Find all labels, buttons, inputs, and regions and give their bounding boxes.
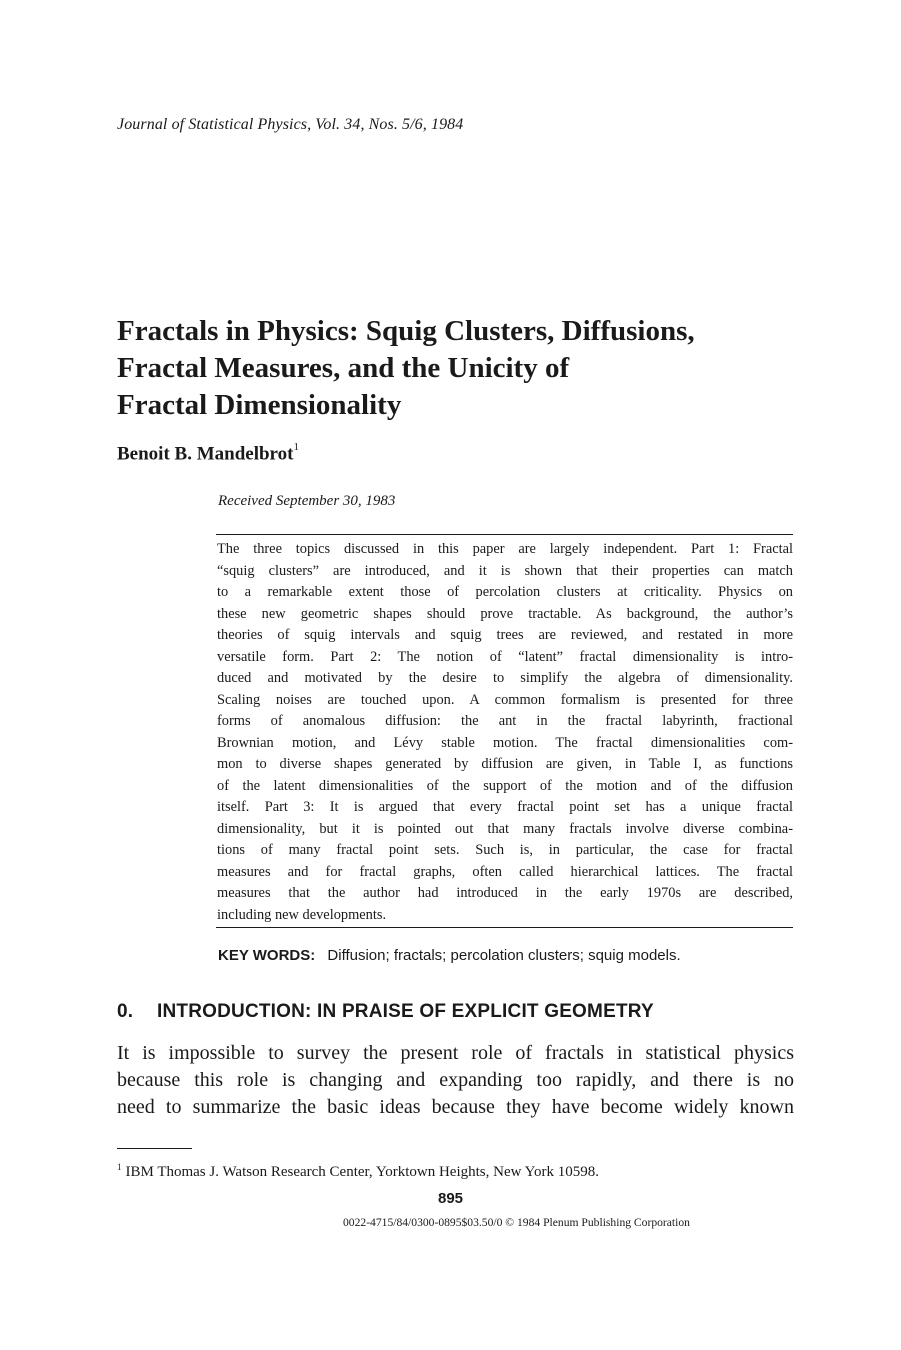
journal-citation: Journal of Statistical Physics, Vol. 34, Nos. 5/6, 1984 <box>117 116 464 133</box>
abstract-line: to a remarkable extent those of percolation clusters at criticality. Physics on <box>217 584 793 600</box>
abstract-line: of the latent dimensionalities of the support of the motion and of the diffusion <box>217 777 793 794</box>
section-heading <box>117 1001 654 1023</box>
abstract-top-rule <box>216 534 793 535</box>
keywords-text: Diffusion; fractals; percolation clusters; squig models. <box>327 947 681 964</box>
copyright-line: 0022-4715/84/0300-0895$03.50/0 © 1984 Plenum Publishing Corporation <box>343 1216 690 1229</box>
abstract-line: measures and for fractal graphs, often called hierarchical lattices. The fractal <box>217 863 793 880</box>
title-line: Fractal Measures, and the Unicity of <box>117 352 570 384</box>
footnote-mark: 1 <box>117 1162 122 1172</box>
abstract-line: tions of many fractal point sets. Such is, in particular, the case for fractal <box>217 842 793 858</box>
abstract-line: “squig clusters” are introduced, and it is shown that their properties can match <box>217 562 793 579</box>
abstract-line: forms of anomalous diffusion: the ant in the fractal labyrinth, fractional <box>217 713 793 729</box>
section-number: 0. <box>117 1001 134 1022</box>
body-line: It is impossible to survey the present role of fractals in statistical physics <box>117 1042 794 1064</box>
abstract-line: dimensionality, but it is pointed out that many fractals involve diverse combina- <box>217 820 793 837</box>
introduction-body <box>117 1040 794 1121</box>
footnote <box>117 1162 599 1181</box>
section-title: INTRODUCTION: IN PRAISE OF EXPLICIT GEOMETRY <box>157 1001 654 1022</box>
author-name: Benoit B. Mandelbrot <box>117 443 294 465</box>
abstract <box>217 539 793 926</box>
received-date: Received September 30, 1983 <box>218 493 396 509</box>
abstract-line: duced and motivated by the desire to simplify the algebra of dimensionality. <box>217 670 793 686</box>
title-line: Fractal Dimensionality <box>117 389 402 421</box>
keywords <box>218 947 681 964</box>
author-footnote-mark: 1 <box>293 441 299 453</box>
abstract-line: itself. Part 3: It is argued that every fractal point set has a unique fractal <box>217 799 793 815</box>
article-title <box>117 313 817 424</box>
body-line: need to summarize the basic ideas because they have become widely known <box>117 1096 794 1118</box>
abstract-line: measures that the author had introduced in the early 1970s are described, <box>217 885 793 901</box>
footnote-rule <box>117 1148 192 1149</box>
abstract-line: theories of squig intervals and squig trees are reviewed, and restated in more <box>217 627 793 643</box>
abstract-line: including new developments. <box>217 906 387 923</box>
abstract-bottom-rule <box>216 927 793 928</box>
footnote-text: IBM Thomas J. Watson Research Center, Yorktown Heights, New York 10598. <box>125 1164 599 1180</box>
abstract-line: versatile form. Part 2: The notion of “latent” fractal dimensionality is intro- <box>217 648 793 665</box>
abstract-line: The three topics discussed in this paper are largely independent. Part 1: Fractal <box>217 541 793 557</box>
abstract-line: Scaling noises are touched upon. A common formalism is presented for three <box>217 691 793 708</box>
page-number: 895 <box>437 1190 464 1207</box>
author-line <box>117 443 299 465</box>
body-line: because this role is changing and expanding too rapidly, and there is no <box>117 1069 794 1091</box>
title-line: Fractals in Physics: Squig Clusters, Diffusions, <box>117 315 695 347</box>
abstract-line: these new geometric shapes should prove tractable. As background, the author’s <box>217 605 793 622</box>
keywords-label: KEY WORDS: <box>218 947 316 964</box>
abstract-line: mon to diverse shapes generated by diffusion are given, in Table I, as functions <box>217 756 793 772</box>
abstract-line: Brownian motion, and Lévy stable motion. The fractal dimensionalities com- <box>217 734 793 751</box>
